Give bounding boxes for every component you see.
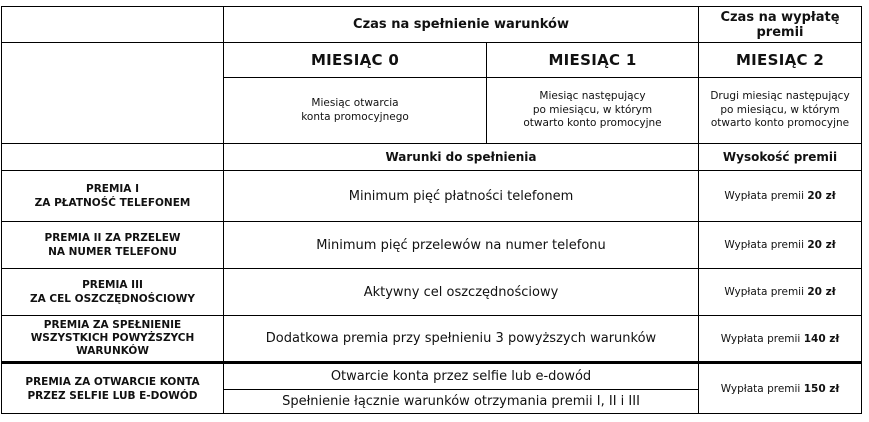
bonus-selfie-payout: Wypłata premii 150 zł: [720, 382, 840, 395]
amount-subheader: Wysokość premii: [722, 150, 838, 164]
column-divider: [861, 6, 862, 414]
bonus-3-payout: Wypłata premii 20 zł: [724, 286, 836, 298]
time-conditions-header: Czas na spełnienie warunków: [353, 17, 569, 32]
bonus-all-condition: Dodatkowa premia przy spełnieniu 3 powyższych warunków: [265, 331, 657, 346]
month-2-title: MIESIĄC 2: [735, 51, 825, 69]
time-payout-header: Czas na wypłatę premii: [720, 9, 840, 40]
month-1-title: MIESIĄC 1: [548, 51, 637, 69]
bonus-all-label: PREMIA ZA SPEŁNIENIE WSZYSTKICH POWYŻSZYCH WARUNKÓW: [30, 319, 195, 357]
bonus-3-label: PREMIA III ZA CEL OSZCZĘDNOŚCIOWY: [30, 279, 195, 305]
month-1-description: Miesiąc następujący po miesiącu, w którym otwarto konto promocyjne: [523, 90, 662, 130]
row-divider: [1, 413, 862, 414]
bonus-selfie-condition-1: Otwarcie konta przez selfie lub e-dowód: [330, 369, 592, 384]
bonus-all-payout: Wypłata premii 140 zł: [720, 332, 840, 345]
month-0-description: Miesiąc otwarcia konta promocyjnego: [301, 97, 409, 123]
bonus-selfie-label: PREMIA ZA OTWARCIE KONTA PRZEZ SELFIE LUB E-DOWÓD: [25, 375, 200, 402]
bonus-2-label: PREMIA II ZA PRZELEW NA NUMER TELEFONU: [44, 232, 181, 258]
bonus-1-payout: Wypłata premii 20 zł: [724, 190, 836, 202]
month-2-description: Drugi miesiąc następujący po miesiącu, w którym otwarto konto promocyjne: [710, 90, 850, 130]
month-0-title: MIESIĄC 0: [310, 51, 400, 69]
bonus-2-payout: Wypłata premii 20 zł: [724, 239, 836, 251]
bonus-3-condition: Aktywny cel oszczędnościowy: [363, 284, 559, 300]
bonus-selfie-condition-2: Spełnienie łącznie warunków otrzymania premii I, II i III: [282, 394, 640, 409]
bonus-1-condition: Minimum pięć płatności telefonem: [348, 188, 574, 204]
bonus-1-label: PREMIA I ZA PŁATNOŚĆ TELEFONEM: [34, 183, 191, 209]
conditions-subheader: Warunki do spełnienia: [385, 150, 537, 164]
bonus-2-condition: Minimum pięć przelewów na numer telefonu: [316, 237, 606, 253]
